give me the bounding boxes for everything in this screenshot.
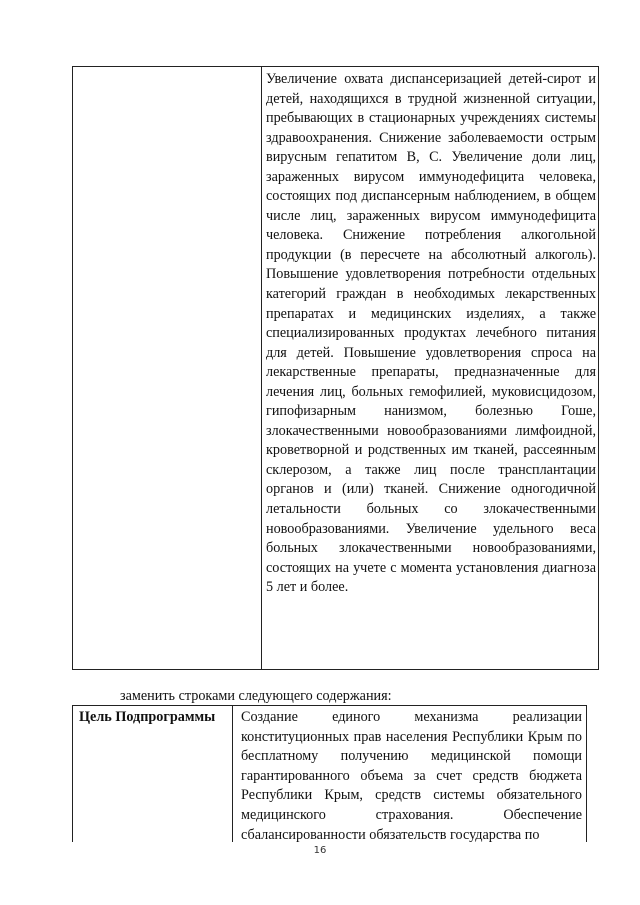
bottom-table-right-cell — [233, 706, 588, 842]
subprogram-goal-heading: Цель Подпрограммы — [79, 709, 216, 725]
replacement-instruction: заменить строками следующего содержания: — [120, 688, 392, 704]
indicators-text: Увеличение охвата диспансеризацией детей-сирот и детей, находящихся в трудной жизненной ситуации, пребывающих в стационарных учреждениях системы здравоохранения. Снижение заболеваемости острым вирусным гепатитом В, С. Увеличение доли лиц, зараженных вирусом иммунодефицита человека, состоящих под диспансерным наблюдением, в общем числе лиц, зараженных вирусом иммунодефицита человека. Снижение потребления алкогольной продукции (в пересчете на абсолютный алкоголь). Повышение удовлетворения потребности отдельных категорий граждан в необходимых лекарственных препаратах и медицинских изделиях, а также специализированных продуктах лечебного питания для детей. Повышение удовлетворения спроса на лекарственные препараты, предназначенные для лечения лиц, больных гемофилией, муковисцидозом, гипофизарным нанизмом, болезнью Гоше, злокачественными новообразованиями лимфоидной, кроветворной и родственных им тканей, рассеянным склерозом, а также лиц после трансплантации органов и (или) тканей. Снижение одногодичной летальности больных со злокачественными новообразованиями. Увеличение удельного веса больных злокачественными новообразованиями, состоящих на учете с момента установления диагноза 5 лет и более. — [266, 71, 596, 596]
page-number: 16 — [313, 845, 327, 856]
subprogram-goal-text: Создание единого механизма реализации конституционных прав населения Республики Крым по бесплатному получению медицинской помощи гарантированного объема за счет средств бюджета Республики Крым, средств системы обязательного медицинского страхования. Обеспечение сбалансированности обязательств государства по — [241, 709, 582, 842]
top-table-left-cell — [73, 67, 262, 669]
bottom-table-left-cell — [73, 706, 233, 842]
top-table-right-cell — [262, 67, 600, 669]
top-table — [72, 66, 599, 670]
bottom-table — [72, 705, 587, 842]
